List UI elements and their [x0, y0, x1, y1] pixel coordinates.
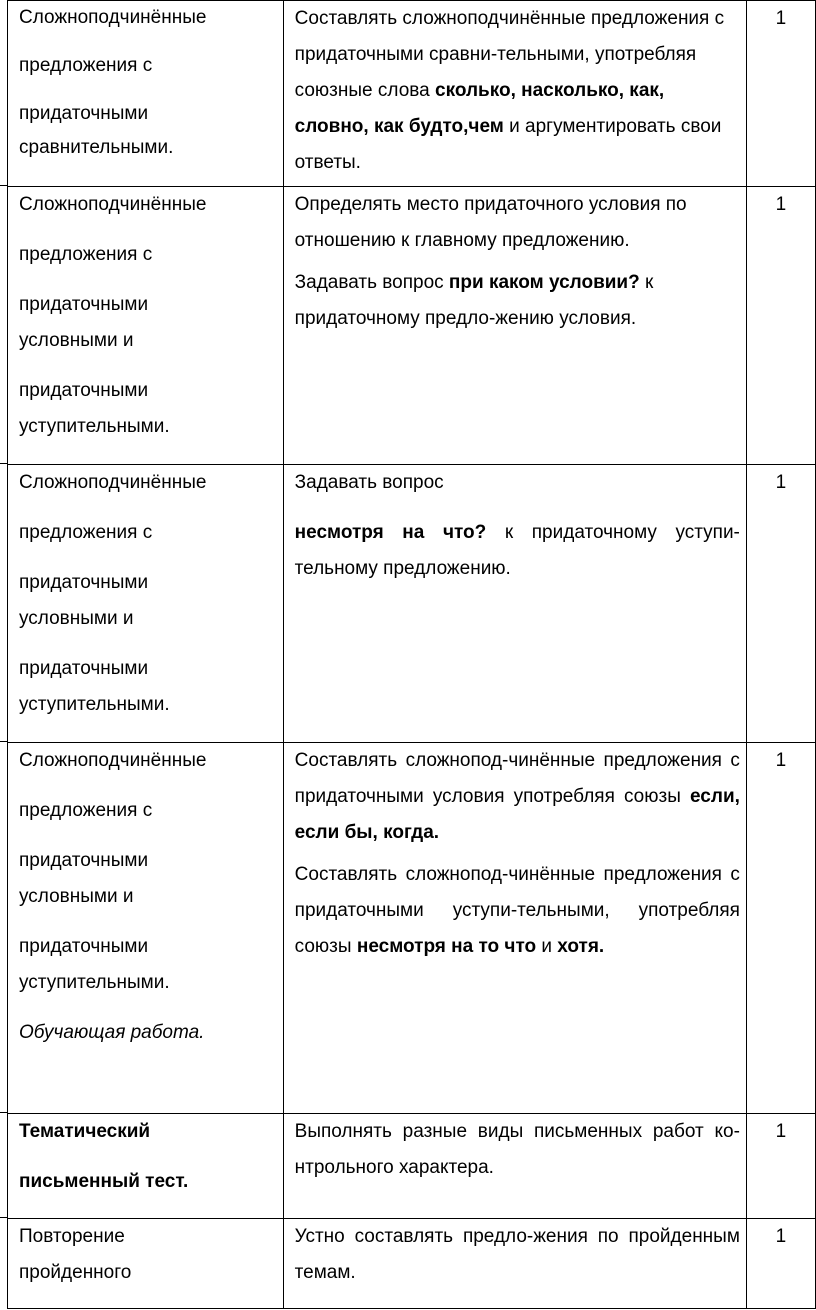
requirement-paragraph — [295, 1, 740, 181]
hours-cell — [746, 1114, 815, 1219]
topic-line: Сложноподчинённые — [19, 472, 207, 493]
topic-cell — [8, 743, 284, 1114]
topic-line: сравнительными. — [19, 137, 174, 158]
requirement-bold-text: если, если бы, когда. — [294, 786, 740, 843]
row-edge-mark — [0, 1112, 7, 1113]
requirements-cell — [283, 743, 746, 1114]
requirements-cell — [283, 1219, 746, 1309]
requirement-paragraph — [295, 265, 740, 337]
hours-value: 1 — [775, 1121, 787, 1142]
topic-line: придаточными — [19, 103, 149, 124]
topic-line: письменный тест. — [19, 1171, 189, 1192]
hours-value: 1 — [775, 8, 787, 29]
row-edge-mark — [0, 1217, 7, 1218]
requirement-paragraph: Выполнять разные виды письменных работ ко-нтрольного характера. — [294, 1121, 740, 1178]
requirement-text: к придаточному предло-жению условия. — [294, 272, 654, 329]
hours-cell — [746, 1, 815, 187]
topic-cell — [8, 187, 284, 465]
table-row — [8, 1, 816, 187]
requirement-bold-text: хотя. — [557, 936, 605, 957]
topic-line: придаточными — [19, 936, 149, 957]
requirement-paragraph: Задавать вопрос — [294, 472, 444, 493]
topic-line: придаточными — [19, 380, 149, 401]
hours-cell — [746, 743, 815, 1114]
topic-cell — [8, 465, 284, 743]
requirement-paragraph: Определять место придаточного условия по отношению к главному предложению. — [294, 194, 687, 251]
topic-line: предложения с — [19, 55, 153, 76]
hours-cell — [746, 187, 815, 465]
topic-line: предложения с — [19, 800, 153, 821]
topic-line: Повторение — [19, 1226, 125, 1247]
requirements-cell — [283, 1114, 746, 1219]
requirements-cell — [283, 1, 746, 187]
hours-cell — [746, 1219, 815, 1309]
row-edge-mark — [0, 185, 7, 186]
topic-line: придаточными — [19, 658, 149, 679]
requirement-text: Составлять сложнопод-чинённые предложения с придаточными условия употребляя союзы — [294, 750, 740, 807]
requirement-text: и аргументировать свои ответы. — [294, 116, 722, 173]
hours-value: 1 — [775, 194, 787, 215]
table-row — [8, 1114, 816, 1219]
requirement-bold-text: несмотря на что? — [294, 522, 487, 543]
requirement-text: Составлять сложнопод-чинённые предложения с придаточными уступи-тельными, употребляя союзы — [294, 864, 740, 957]
requirement-paragraph: Устно составлять предло-жения по пройденным темам. — [294, 1226, 740, 1283]
row-edge-mark — [0, 463, 7, 464]
requirement-bold-text: сколько, насколько, как, словно, как будто,чем — [294, 80, 665, 137]
topic-line: уступительными. — [19, 416, 170, 437]
requirements-cell — [283, 465, 746, 743]
row-edge-mark — [0, 741, 7, 742]
hours-cell — [746, 465, 815, 743]
topic-cell — [8, 1, 284, 187]
requirement-bold-text: несмотря на то что — [356, 936, 537, 957]
topic-line: придаточными — [19, 850, 149, 871]
table-row — [8, 743, 816, 1114]
requirement-text: и — [536, 936, 558, 957]
requirement-text: Составлять сложноподчинённые предложения с придаточными сравни-тельными, употребляя союзные слова — [294, 8, 725, 101]
topic-line: придаточными — [19, 294, 149, 315]
hours-value: 1 — [775, 472, 787, 493]
topic-note: Обучающая работа. — [19, 1022, 205, 1043]
topic-line: уступительными. — [19, 972, 170, 993]
table-row — [8, 1219, 816, 1309]
requirements-cell — [283, 187, 746, 465]
topic-line: Тематический — [19, 1121, 151, 1142]
requirement-bold-text: при каком условии? — [448, 272, 640, 293]
topic-line: Сложноподчинённые — [19, 194, 207, 215]
plan-table — [7, 0, 816, 1309]
requirement-paragraph — [295, 515, 740, 587]
topic-line: Сложноподчинённые — [19, 750, 207, 771]
hours-value: 1 — [775, 750, 787, 771]
requirement-paragraph — [295, 743, 740, 851]
topic-line: условными и — [19, 886, 134, 907]
topic-line: придаточными — [19, 572, 149, 593]
topic-line: условными и — [19, 608, 134, 629]
table-row — [8, 187, 816, 465]
topic-cell — [8, 1219, 284, 1309]
topic-line: предложения с — [19, 244, 153, 265]
table-row — [8, 465, 816, 743]
topic-line: предложения с — [19, 522, 153, 543]
topic-line: условными и — [19, 330, 134, 351]
topic-cell — [8, 1114, 284, 1219]
topic-line: Сложноподчинённые — [19, 7, 207, 28]
topic-line: пройденного — [19, 1262, 132, 1283]
requirement-text: к придаточному уступи-тельному предложению. — [294, 522, 740, 579]
requirement-paragraph — [295, 857, 740, 965]
hours-value: 1 — [775, 1226, 787, 1247]
topic-line: уступительными. — [19, 694, 170, 715]
requirement-text: Задавать вопрос — [294, 272, 449, 293]
